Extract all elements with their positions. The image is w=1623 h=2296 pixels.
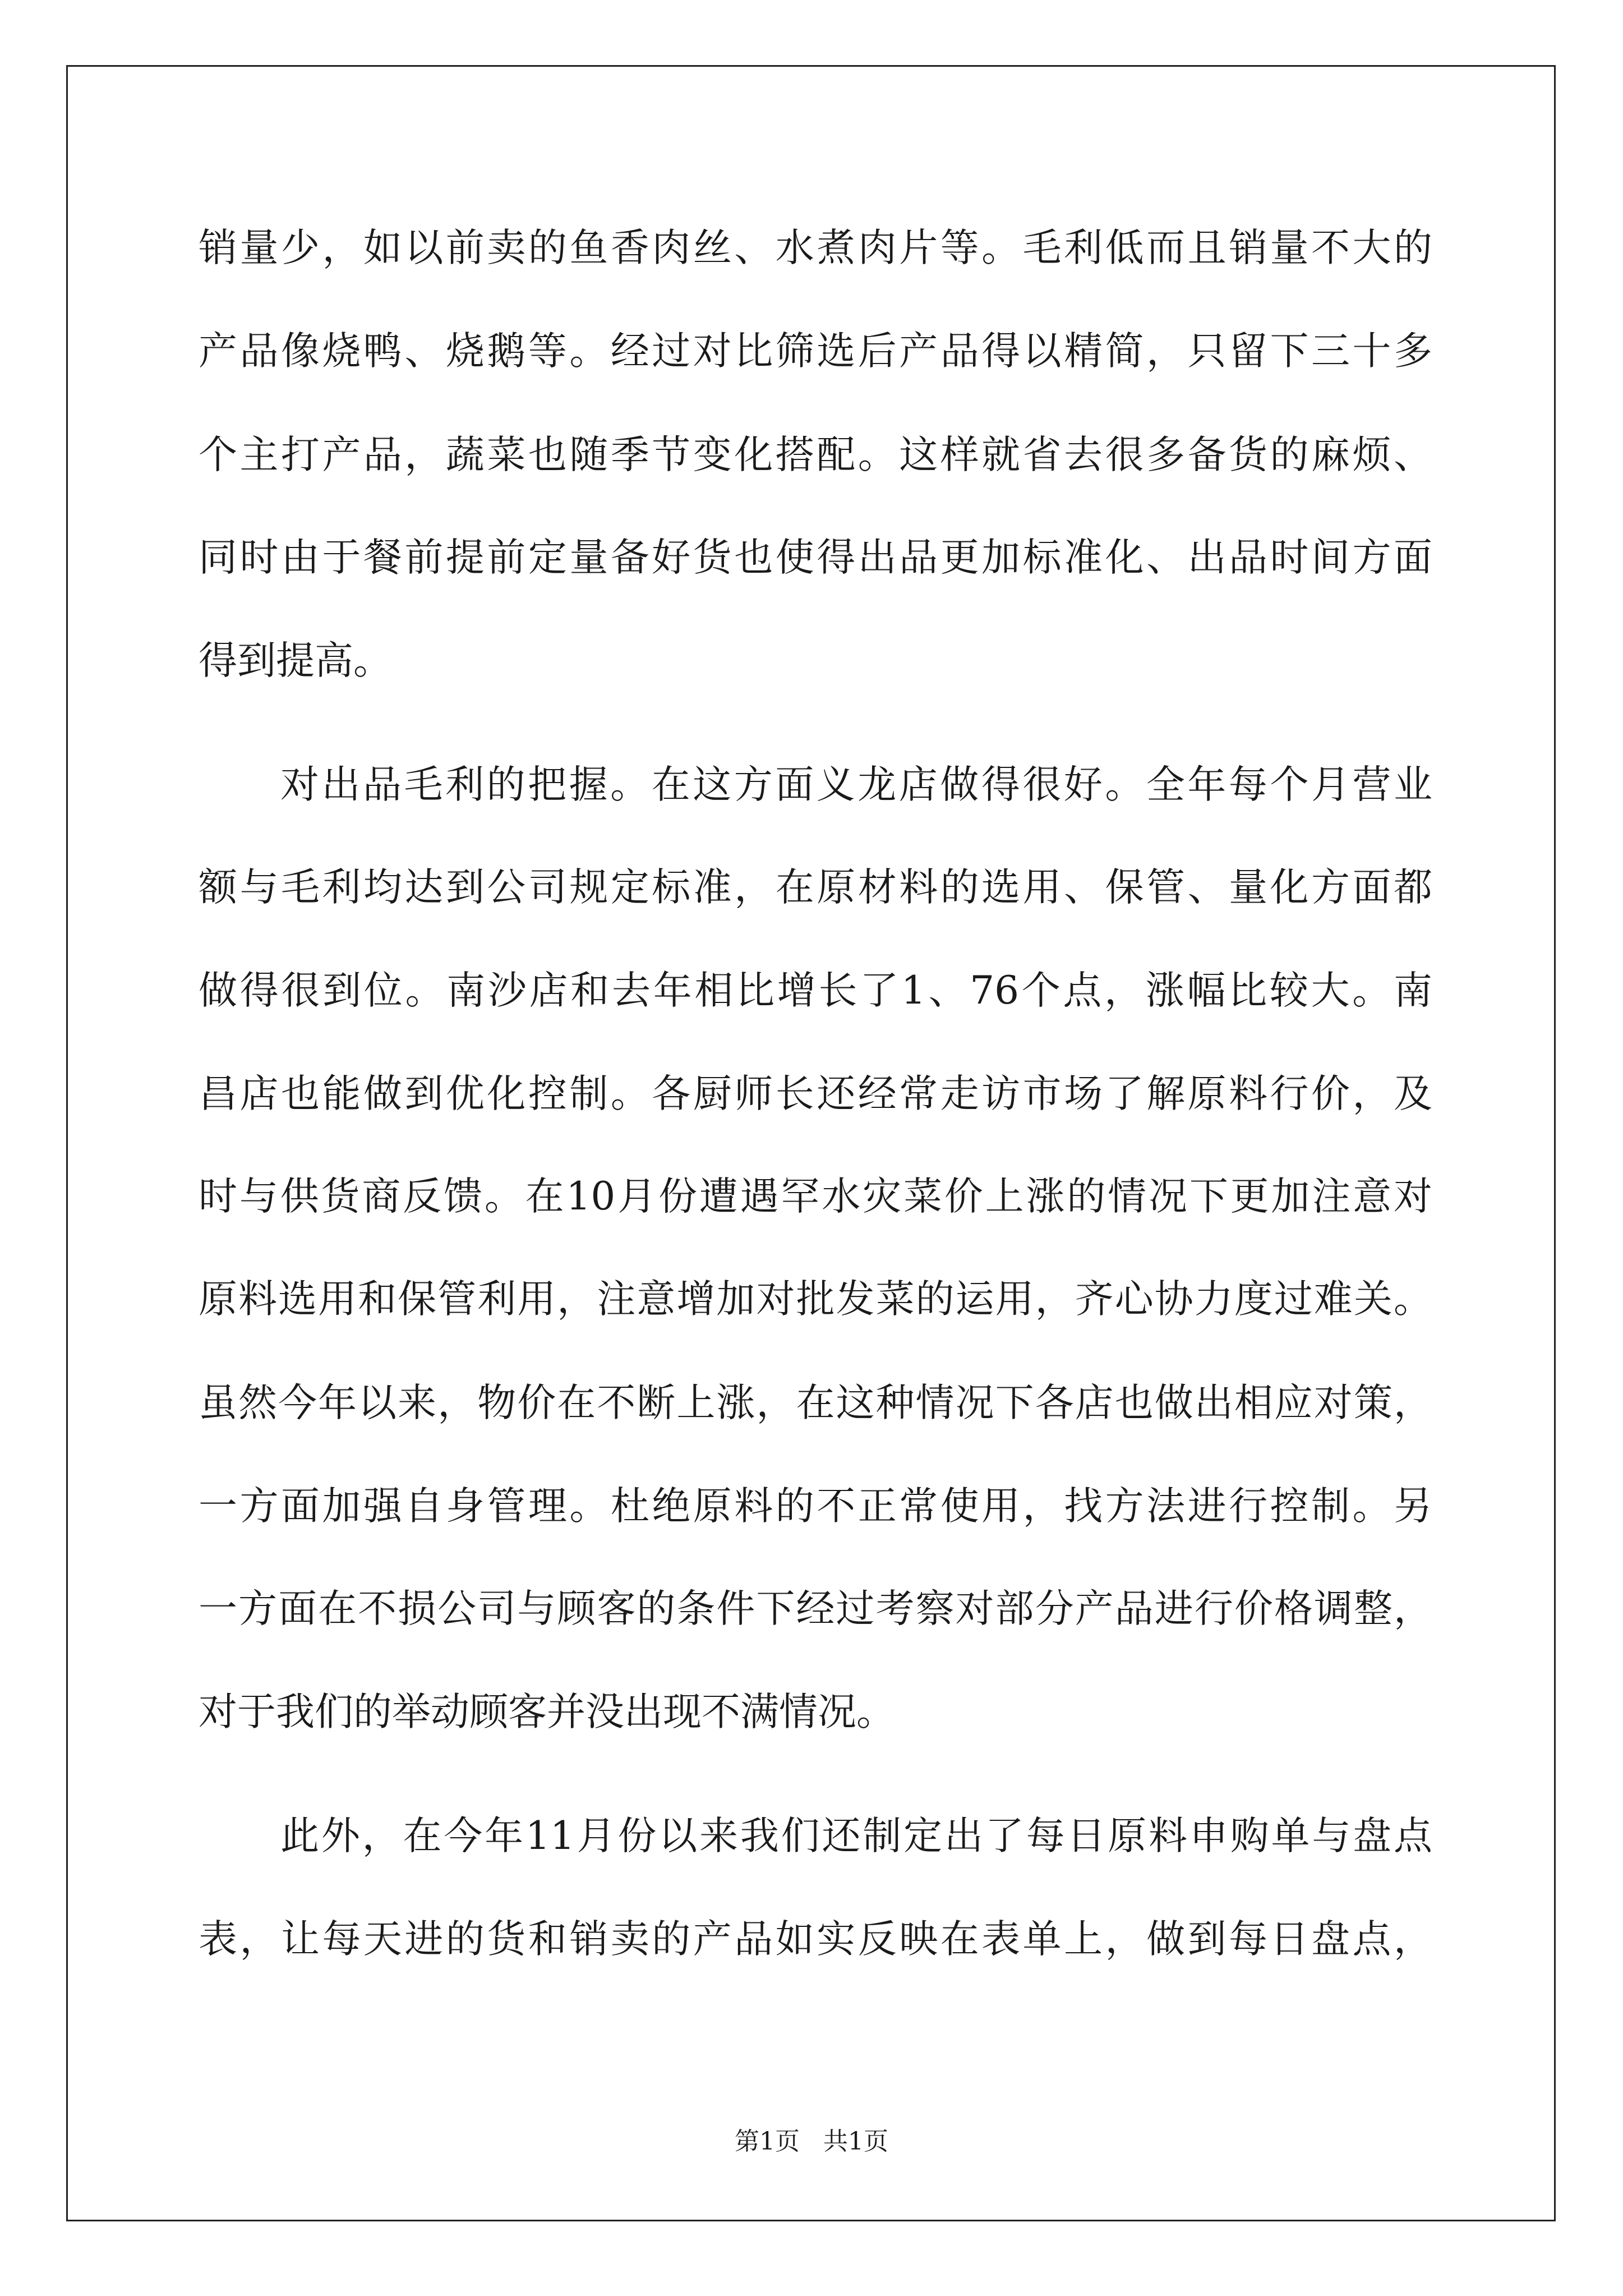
paragraph-first-line: 此外，在今年11月份以来我们还制定出了每日原料申购单与盘点 (280, 1814, 1432, 1858)
body-text-line: 同时由于餐前提前定量备好货也使得出品更加标准化、出品时间方面 (199, 535, 1432, 580)
body-text-line: 原料选用和保管利用，注意增加对批发菜的运用，齐心协力度过难关。 (199, 1277, 1432, 1322)
body-text-line: 对于我们的举动顾客并没出现不满情况。 (199, 1690, 895, 1734)
body-text-line: 一方面在不损公司与顾客的条件下经过考察对部分产品进行价格调整， (199, 1586, 1432, 1631)
body-text-line: 昌店也能做到优化控制。各厨师长还经常走访市场了解原料行价，及 (199, 1071, 1432, 1116)
body-text-line: 时与供货商反馈。在10月份遭遇罕水灾菜价上涨的情况下更加注意对 (199, 1174, 1432, 1219)
body-text-line: 额与毛利均达到公司规定标准，在原材料的选用、保管、量化方面都 (199, 865, 1432, 910)
paragraph-first-line: 对出品毛利的把握。在这方面义龙店做得很好。全年每个月营业 (280, 762, 1432, 807)
body-text-line: 表，让每天进的货和销卖的产品如实反映在表单上，做到每日盘点， (199, 1917, 1432, 1962)
page-border (66, 65, 1556, 2221)
body-text-line: 做得很到位。南沙店和去年相比增长了1、76个点，涨幅比较大。南 (199, 968, 1432, 1013)
page-number-footer: 第1页 共1页 (735, 2127, 888, 2156)
body-text-line: 产品像烧鸭、烧鹅等。经过对比筛选后产品得以精简，只留下三十多 (199, 329, 1432, 374)
body-text-line: 得到提高。 (199, 638, 392, 683)
body-text-line: 一方面加强自身管理。杜绝原料的不正常使用，找方法进行控制。另 (199, 1484, 1432, 1529)
body-text-line: 销量少，如以前卖的鱼香肉丝、水煮肉片等。毛利低而且销量不大的 (199, 226, 1432, 270)
body-text-line: 个主打产品，蔬菜也随季节变化搭配。这样就省去很多备货的麻烦、 (199, 432, 1432, 477)
body-text-line: 虽然今年以来，物价在不断上涨，在这种情况下各店也做出相应对策， (199, 1381, 1432, 1425)
